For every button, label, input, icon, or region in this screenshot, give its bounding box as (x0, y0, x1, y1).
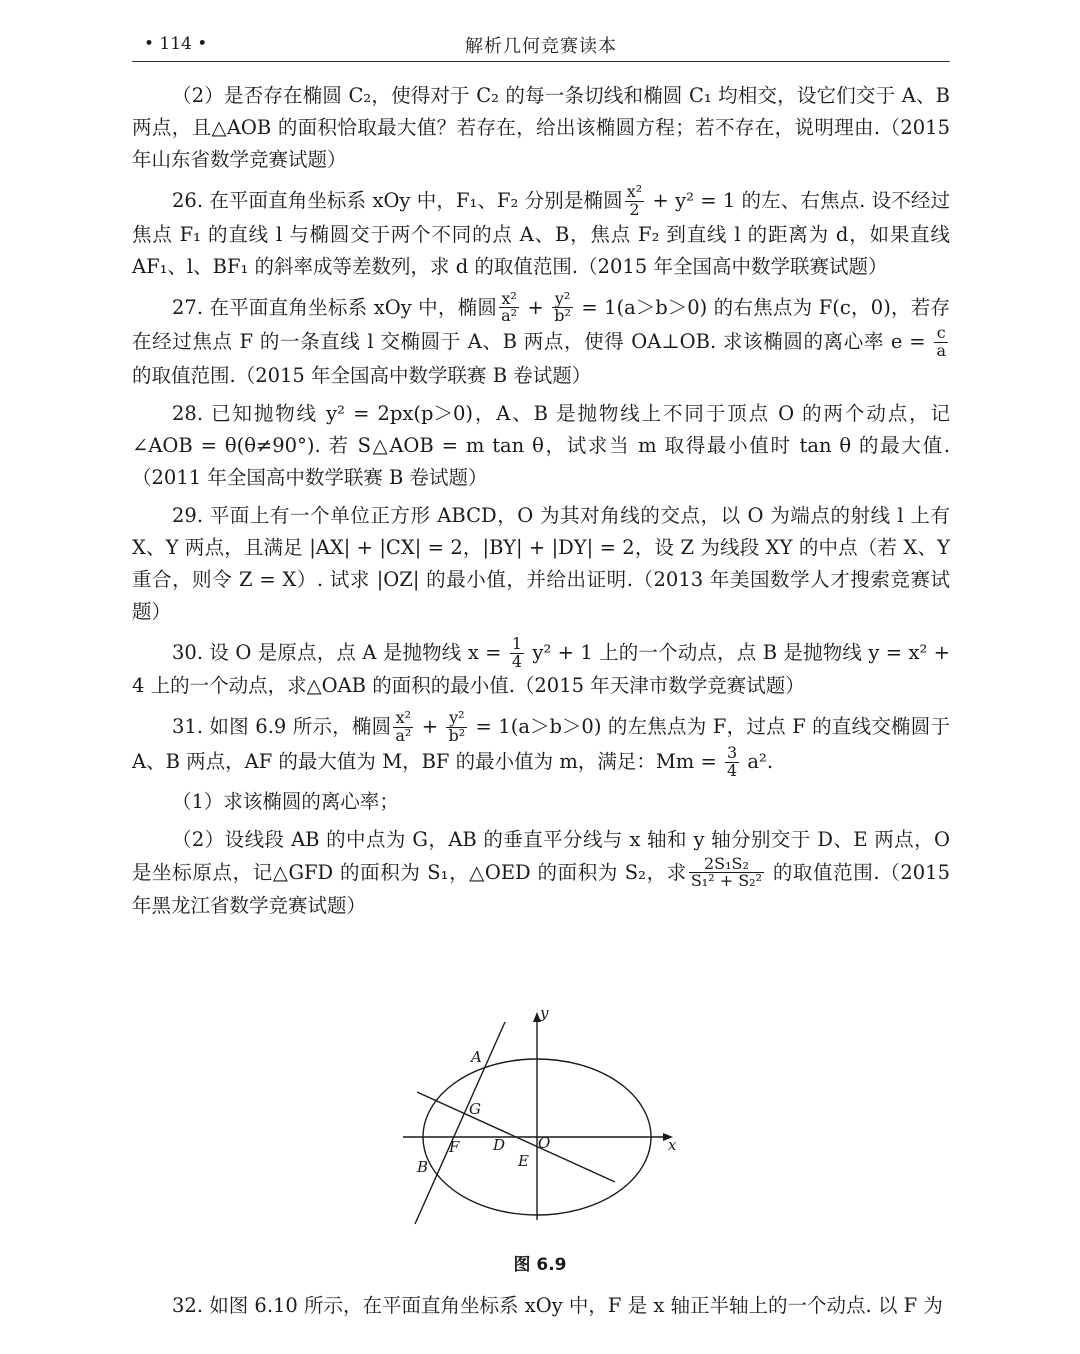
problem-26 (132, 184, 950, 283)
label-point-d: D (493, 1136, 506, 1154)
fraction-y2-over-b2-31: $\frac{\text{y²}}{\text{b²}}$ (448, 708, 466, 746)
page-header (132, 28, 950, 60)
problem-32-container (132, 1290, 950, 1328)
figure-6-9 (395, 1000, 695, 1230)
page-body (132, 80, 950, 928)
problem-29: 29. 平面上有一个单位正方形 ABCD，O 为其对角线的交点，以 O 为端点的射线 l 上有 X、Y 两点，且满足 |AX| + |CX| = 2，|BY| + |DY| = 2，设 Z 为线段 XY 的中点（若 X、Y 重合，则令 Z = X）. 试求 |OZ| 的最小值，并给出证明.（2013 年美国数学人才搜索竞赛试题） (132, 503, 950, 623)
problem-26-text-a: 26. 在平面直角坐标系 xOy 中，F₁、F₂ 分别是椭圆 (172, 188, 623, 212)
label-point-g: G (469, 1100, 481, 1118)
label-point-a: A (471, 1048, 482, 1066)
page-number: • 114 • (144, 34, 208, 54)
fraction-x2-over-a2: $\frac{\text{x²}}{\text{a²}}$ (501, 288, 518, 326)
label-x-axis: x (668, 1136, 677, 1154)
figure-caption: 图 6.9 (513, 1255, 567, 1275)
problem-27: 27. 在平面直角坐标系 xOy 中，椭圆 $\frac{\text{x²}}{\text{a²}}$ + $\frac{\text{y²}}{\text{b²}}$ = 1(a＞b＞0) 的右焦点为 F(c，0)，若存在经过焦点 F 的一条直线 l 交椭圆于 A、B 两点，使得 OA⊥OB. 求该椭圆的离心率 e = $\frac{c}{a}$ 的取值范围.（2015 年全国高中数学联赛 B 卷试题） (132, 288, 950, 387)
fraction-x2-over-2: $\frac{\text{x²}}{2}$ (626, 182, 643, 219)
problem-31-question-1: （1）求该椭圆的离心率； (172, 789, 399, 813)
label-point-b: B (417, 1158, 429, 1176)
label-point-e: E (518, 1152, 529, 1170)
fraction-1-over-4: $\frac{1}{4}$ (511, 633, 523, 671)
problem-28: 28. 已知抛物线 y² = 2px(p＞0)，A、B 是抛物线上不同于顶点 O 的两个动点，记∠AOB = θ(θ≠90°). 若 S△AOB = m tan θ，试求当 m 取得最小值时 tan θ 的最大值.（2011 年全国高中数学联赛 B 卷试题） (132, 401, 950, 489)
problem-32: 32. 如图 6.10 所示，在平面直角坐标系 xOy 中，F 是 x 轴正半轴上的一个动点. 以 F 为 (172, 1294, 943, 1317)
problem-25-part-2: （2）是否存在椭圆 C₂，使得对于 C₂ 的每一条切线和椭圆 C₁ 均相交，设它们交于 A、B 两点，且△AOB 的面积恰取最大值？若存在，给出该椭圆方程；若不存在，说明理由.（2015 年山东省数学竞赛试题） (132, 84, 950, 171)
problem-31: 31. 如图 6.9 所示，椭圆 $\frac{\text{x²}}{\text{a²}}$ + $\frac{\text{y²}}{\text{b²}}$ = 1(a＞b＞0) 的左焦点为 F，过点 F 的直线交椭圆于 A、B 两点，AF 的最大值为 M，BF 的最小值为 m，满足：Mm = $\frac{3}{4}$ a². (132, 708, 950, 780)
fraction-c-over-a: $\frac{c}{a}$ (936, 323, 946, 360)
label-point-f: F (449, 1138, 460, 1156)
problem-31-question-2: （2）设线段 AB 的中点为 G，AB 的垂直平分线与 x 轴和 y 轴分别交于 D、E 两点，O 是坐标原点，记△GFD 的面积为 S₁，△OED 的面积为 S₂，求 $\frac{\text{2S₁S₂}}{\text{S₁² + S₂²}}$ 的取值范围.（2015 年黑龙江省数学竞赛试题） (132, 827, 950, 918)
fraction-x2-over-a2-31: $\frac{\text{x²}}{\text{a²}}$ (395, 708, 412, 746)
label-y-axis: y (540, 1004, 549, 1022)
book-title: 解析几何竞赛读本 (465, 36, 617, 57)
fraction-y2-over-b2: $\frac{\text{y²}}{\text{b²}}$ (554, 288, 571, 326)
ellipse-diagram (395, 1000, 695, 1230)
fraction-2s1s2-over-sum-squares: $\frac{\text{2S₁S₂}}{\text{S₁² + S₂²}}$ (690, 853, 762, 891)
problem-26-text-b: + y² = 1 的左、右焦点. 设不经过焦点 F₁ 的直线 l 与椭圆交于两个不同的点 A、B，焦点 F₂ 到直线 l 的距离为 d，如果直线 AF₁、l、BF₁ 的斜率成等差数列，求 d 的取值范围.（2015 年全国高中数学联赛试题） (132, 188, 950, 278)
fraction-3-over-4: $\frac{3}{4}$ (727, 742, 738, 780)
header-rule (132, 61, 950, 62)
problem-30: 30. 设 O 是原点，点 A 是抛物线 x = $\frac{1}{4}$ y² + 1 上的一个动点，点 B 是抛物线 y = x² + 4 上的一个动点，求△OAB 的面积的最小值.（2015 年天津市数学竞赛试题） (132, 633, 950, 698)
label-point-o: O (538, 1134, 551, 1152)
